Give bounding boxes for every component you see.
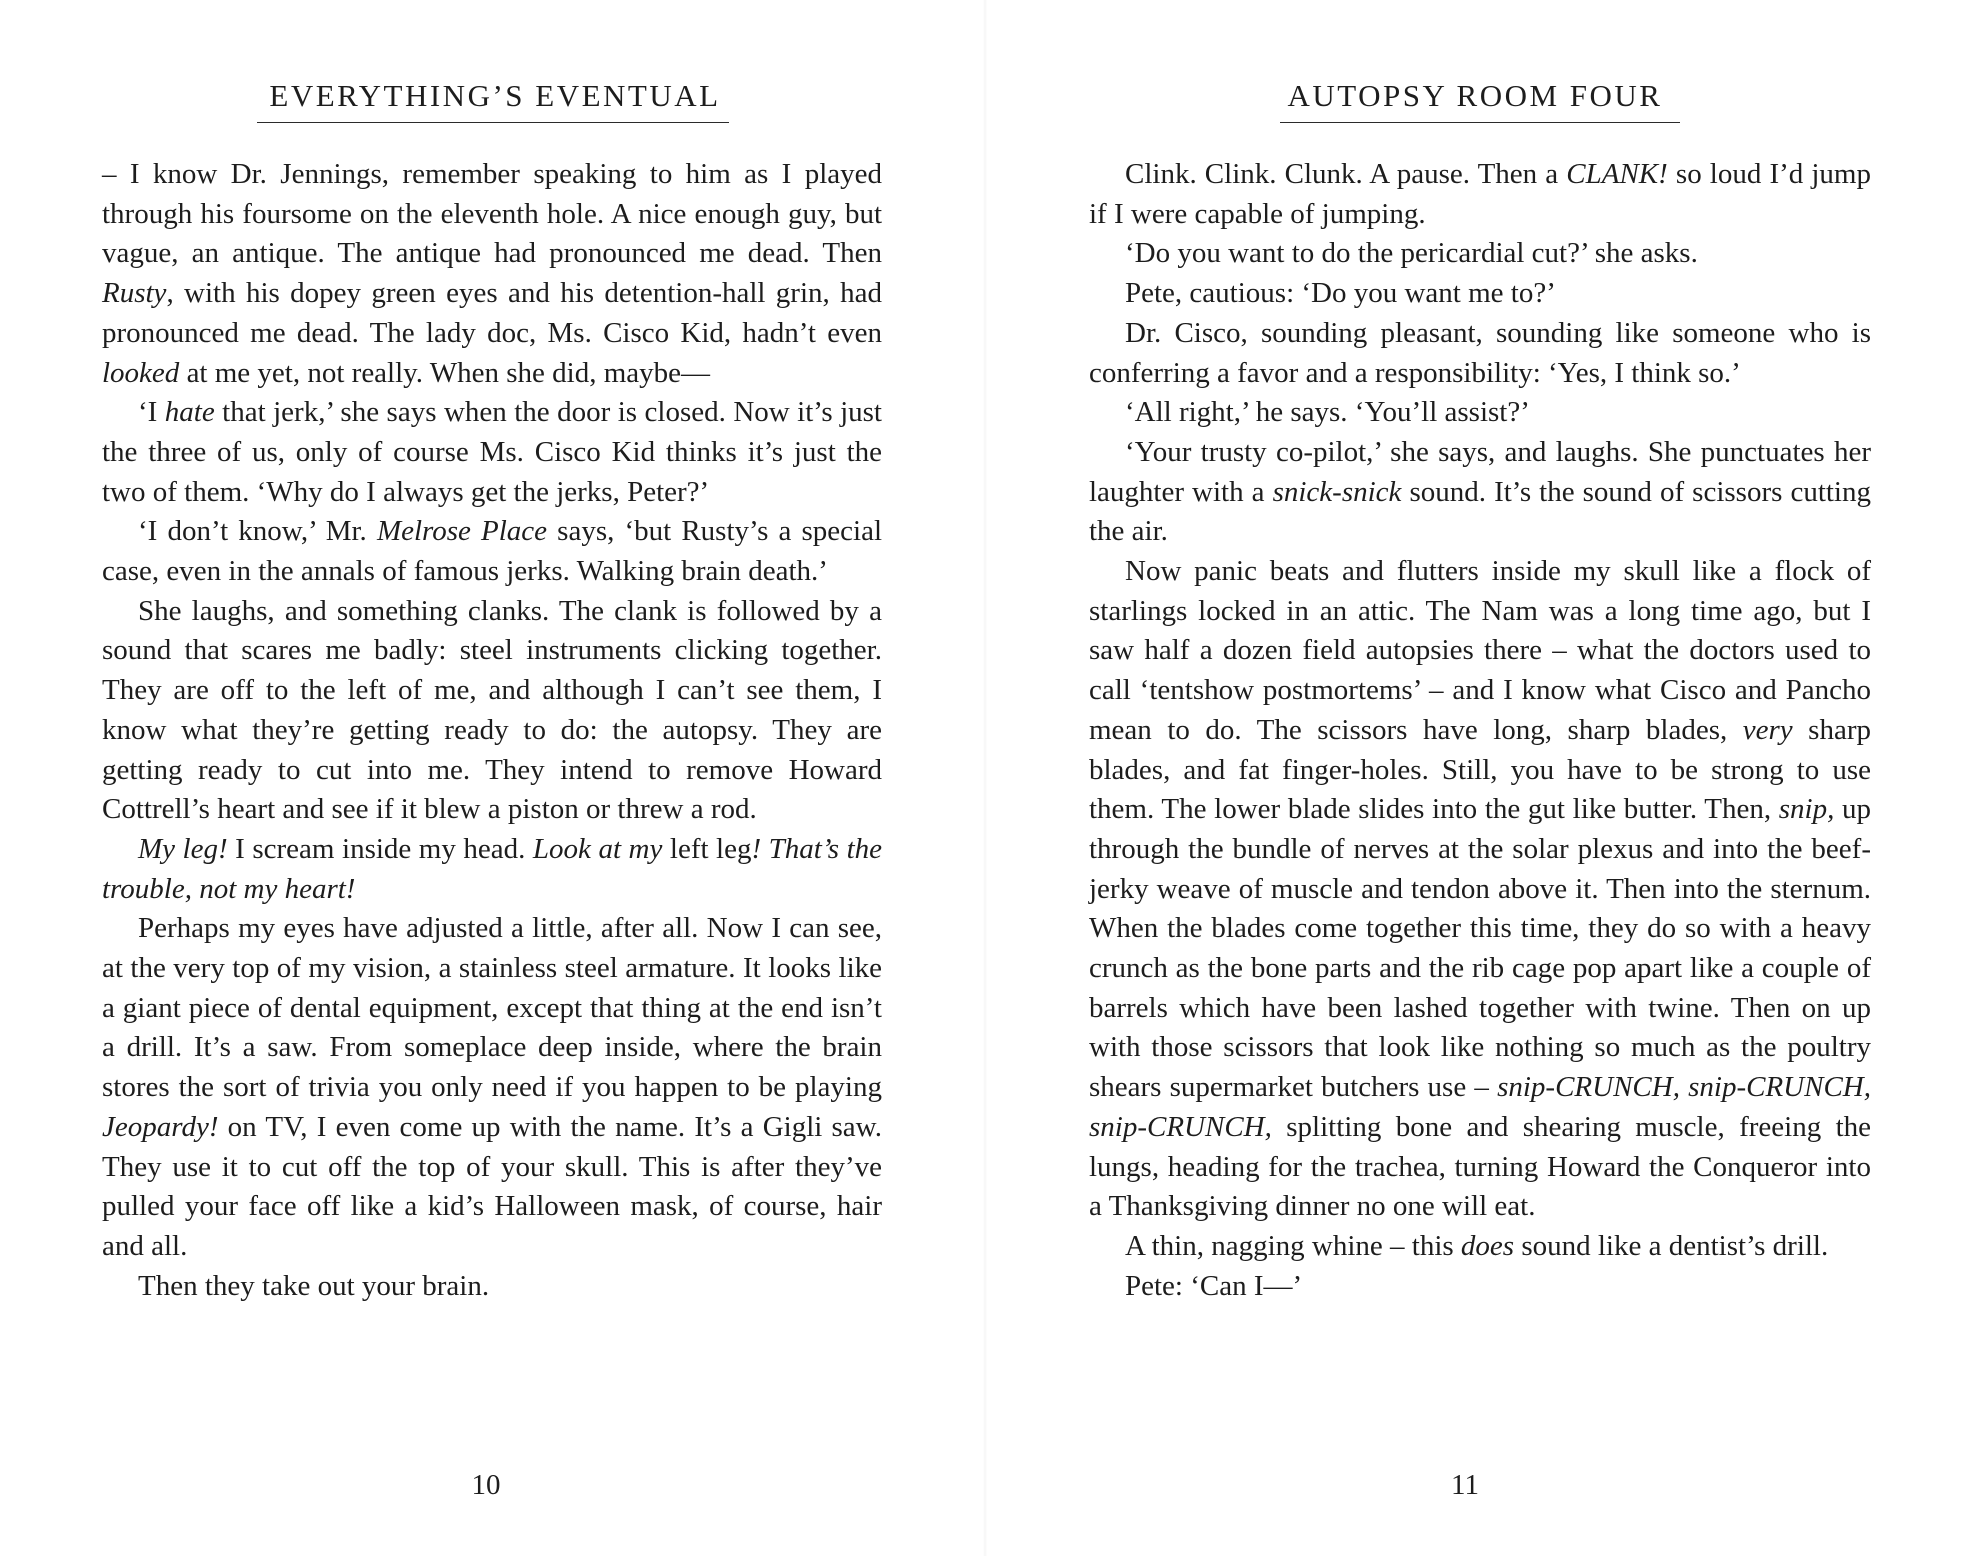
text-run: ‘I don’t know,’ Mr. [138, 515, 377, 548]
paragraph [102, 393, 882, 512]
left-head-rule [257, 122, 729, 123]
text-run: says, ‘but Rusty’s a special case, even in the annals of famous jerks. Walking brain death.’ [102, 515, 883, 588]
right-page-number: 11 [1451, 1469, 1479, 1501]
right-running-head: AUTOPSY ROOM FOUR [1287, 78, 1663, 113]
paragraph [102, 1267, 882, 1307]
italic-run: snip-CRUNCH, snip-CRUNCH, snip-CRUNCH, [1089, 1071, 1871, 1143]
text-run: ‘Do you want to do the pericardial cut?’ she asks. [1125, 237, 1698, 270]
text-run: at me yet, not really. When she did, maybe— [179, 356, 711, 389]
italic-run: snip, [1778, 793, 1835, 826]
text-run: left leg [662, 832, 752, 865]
italic-run: does [1460, 1229, 1515, 1262]
left-running-head: EVERYTHING’S EVENTUAL [269, 78, 721, 113]
paragraph [1089, 552, 1871, 1227]
italic-run: Jeopardy! [102, 1110, 219, 1143]
text-run: sharp blades, and fat finger-holes. Still, you have to be strong to use them. The lower blade slides into the gut like butter. Then, [1089, 713, 1871, 826]
italic-run: Melrose Place [376, 515, 548, 548]
text-run: that jerk,’ she says when the door is closed. Now it’s just the three of us, only of course Ms. Cisco Kid thinks it’s just the two of them. ‘Why do I always get the jerks, Peter?’ [102, 396, 882, 508]
text-run: up through the bundle of nerves at the solar plexus and into the beef-jerky weave of muscle and tendon above it. Then into the sternum. When the blades come together this time, they do so with a heavy crunch as the bone parts and the rib cage pop apart like a couple of barrels which have been lashed together with twine. Then on up with those scissors that look like nothing so much as the poultry shears supermarket butchers use – [1089, 793, 1872, 1104]
text-run: , with his dopey green eyes and his detention-hall grin, had pronounced me dead. The lady doc, Ms. Cisco Kid, hadn’t even [102, 277, 882, 349]
paragraph [102, 592, 882, 830]
paragraph [1089, 155, 1871, 234]
italic-run: Look at my [532, 832, 663, 865]
text-run: I scream inside my head. [227, 832, 533, 865]
text-run: ‘Your trusty co-pilot,’ she says, and laughs. She punctuates her laughter with a [1089, 435, 1871, 508]
italic-run: looked [102, 356, 180, 389]
paragraph [1089, 234, 1871, 274]
paragraph [1089, 393, 1871, 433]
italic-run: CLANK! [1566, 158, 1668, 190]
italic-run: snick-snick [1272, 475, 1402, 508]
left-body-text [102, 155, 882, 1306]
paragraph [102, 909, 882, 1266]
paragraph [1089, 1227, 1871, 1267]
text-run: ‘All right,’ he says. ‘You’ll assist?’ [1125, 396, 1530, 429]
right-page [985, 0, 1970, 1556]
text-run: Now panic beats and flutters inside my skull like a flock of starlings locked in an attic. The Nam was a long time ago, but I saw half a dozen field autopsies there – what the doctors used to call ‘tentshow postmortems’ – and I know what Cisco and Pancho mean to do. The scissors have long, sharp blades, [1089, 555, 1871, 746]
italic-run: hate [164, 396, 215, 429]
text-run: sound. It’s the sound of scissors cutting the air. [1089, 475, 1871, 548]
text-run: She laughs, and something clanks. The clank is followed by a sound that scares me badly: steel instruments clicking together. They are off to the left of me, and although I can’t see them, I know what they’re getting ready to do: the autopsy. They are getting ready to cut into me. They intend to remove Howard Cottrell’s heart and see if it blew a piston or threw a rod. [102, 594, 882, 826]
italic-run: My leg! [138, 832, 228, 865]
text-run: so loud I’d jump if I were capable of jumping. [1089, 158, 1871, 230]
italic-run: Rusty [102, 277, 167, 310]
paragraph [1089, 274, 1871, 314]
italic-run: very [1742, 713, 1793, 746]
paragraph [1089, 1267, 1871, 1307]
text-run: ‘I [138, 396, 165, 429]
paragraph [102, 830, 882, 909]
left-page-number: 10 [471, 1469, 501, 1501]
text-run: Dr. Cisco, sounding pleasant, sounding like someone who is conferring a favor and a responsibility: ‘Yes, I think so.’ [1089, 316, 1871, 389]
right-body-text [1089, 155, 1871, 1306]
right-head-rule [1280, 122, 1680, 123]
text-run: Pete: ‘Can I—’ [1125, 1269, 1303, 1302]
paragraph [1089, 314, 1871, 393]
paragraph [102, 512, 882, 591]
text-run: splitting bone and shearing muscle, freeing the lungs, heading for the trachea, turning Howard the Conqueror into a Thanksgiving dinner no one will eat. [1089, 1110, 1871, 1223]
paragraph [1089, 433, 1871, 552]
text-run: on TV, I even come up with the name. It’s a Gigli saw. They use it to cut off the top of your skull. This is after they’ve pulled your face off like a kid’s Halloween mask, of course, hair and all. [102, 1110, 882, 1262]
text-run: Clink. Clink. Clunk. A pause. Then a [1125, 158, 1567, 190]
text-run: A thin, nagging whine – this [1125, 1229, 1461, 1262]
paragraph [102, 155, 882, 393]
text-run: Pete, cautious: ‘Do you want me to?’ [1125, 277, 1556, 310]
italic-run: ! That’s the trouble, not my heart! [102, 832, 883, 905]
text-run: Then they take out your brain. [138, 1269, 490, 1302]
text-run: Perhaps my eyes have adjusted a little, after all. Now I can see, at the very top of my vision, a stainless steel armature. It looks like a giant piece of dental equipment, except that thing at the end isn’t a drill. It’s a saw. From someplace deep inside, where the brain stores the sort of trivia you only need if you happen to be playing [102, 912, 882, 1104]
text-run: sound like a dentist’s drill. [1514, 1229, 1829, 1262]
text-run: – I know Dr. Jennings, remember speaking to him as I played through his foursome on the eleventh hole. A nice enough guy, but vague, an antique. The antique had pronounced me dead. Then [102, 158, 882, 270]
